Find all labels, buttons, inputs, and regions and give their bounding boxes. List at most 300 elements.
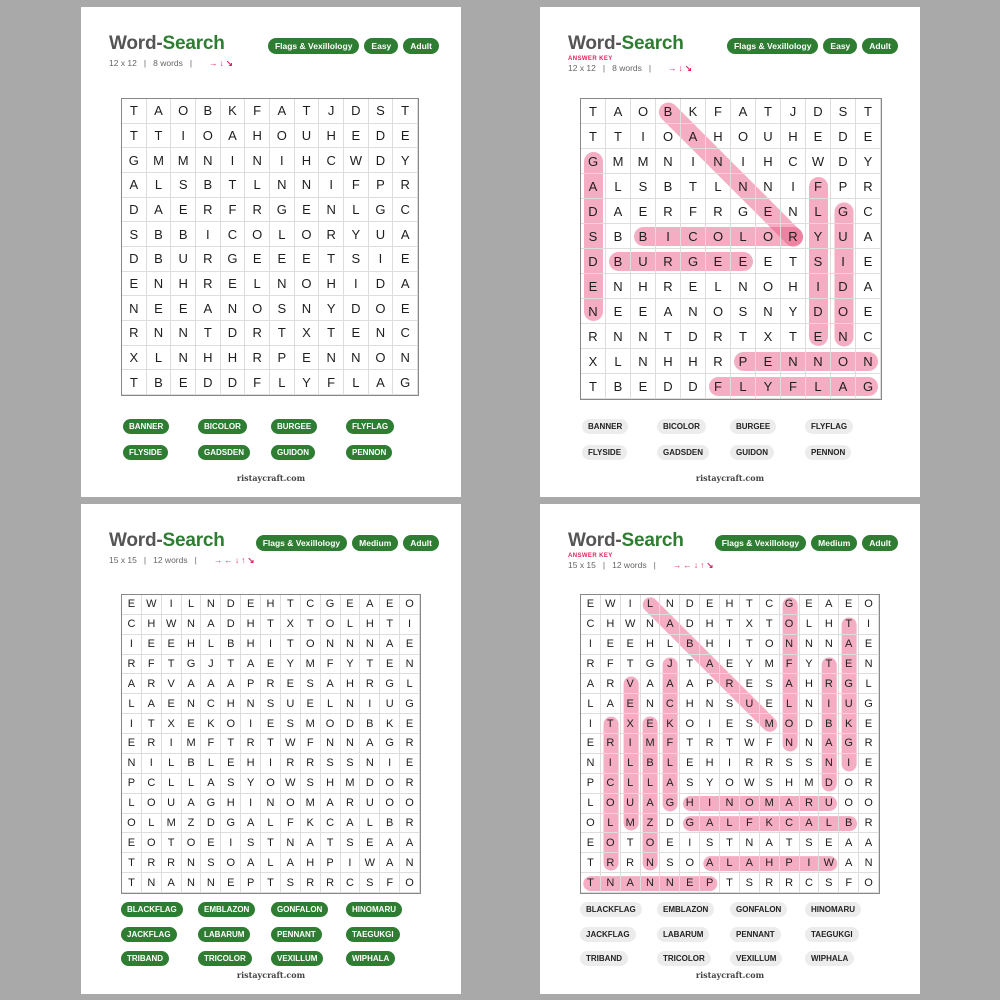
grid-cell[interactable]: E	[839, 655, 859, 675]
grid-cell[interactable]: R	[819, 674, 839, 694]
grid-cell[interactable]: I	[681, 149, 706, 174]
grid-cell[interactable]: H	[295, 148, 320, 173]
grid-cell[interactable]: A	[839, 853, 859, 873]
grid-cell[interactable]: A	[301, 833, 321, 853]
grid-cell[interactable]: A	[856, 274, 881, 299]
grid-cell[interactable]: E	[171, 370, 196, 395]
grid-cell[interactable]: G	[221, 814, 241, 834]
grid-cell[interactable]: N	[700, 694, 720, 714]
grid-cell[interactable]: U	[831, 224, 856, 249]
grid-cell[interactable]: B	[656, 99, 681, 124]
grid-cell[interactable]: A	[660, 615, 680, 635]
grid-cell[interactable]: E	[680, 873, 700, 893]
grid-cell[interactable]: U	[162, 794, 182, 814]
grid-cell[interactable]: R	[800, 794, 820, 814]
grid-cell[interactable]: O	[400, 595, 420, 615]
grid-cell[interactable]: C	[660, 694, 680, 714]
grid-cell[interactable]: D	[680, 615, 700, 635]
grid-cell[interactable]: F	[780, 655, 800, 675]
grid-cell[interactable]: T	[781, 249, 806, 274]
grid-cell[interactable]: N	[706, 149, 731, 174]
grid-cell[interactable]: E	[341, 595, 361, 615]
grid-cell[interactable]: A	[581, 674, 601, 694]
grid-cell[interactable]: Y	[756, 374, 781, 399]
grid-cell[interactable]: N	[641, 694, 661, 714]
grid-cell[interactable]: G	[839, 674, 859, 694]
grid-cell[interactable]: E	[856, 249, 881, 274]
grid-cell[interactable]: T	[680, 734, 700, 754]
grid-cell[interactable]: C	[221, 222, 246, 247]
grid-cell[interactable]: G	[380, 734, 400, 754]
grid-cell[interactable]: P	[700, 674, 720, 694]
grid-cell[interactable]: C	[856, 324, 881, 349]
grid-cell[interactable]: E	[700, 595, 720, 615]
grid-cell[interactable]: N	[171, 346, 196, 371]
grid-cell[interactable]: S	[341, 754, 361, 774]
grid-cell[interactable]: T	[261, 873, 281, 893]
grid-cell[interactable]: R	[122, 321, 147, 346]
grid-cell[interactable]: R	[321, 873, 341, 893]
grid-cell[interactable]: G	[839, 734, 859, 754]
grid-cell[interactable]: N	[295, 173, 320, 198]
grid-cell[interactable]: C	[760, 595, 780, 615]
grid-cell[interactable]: G	[400, 694, 420, 714]
grid-cell[interactable]: B	[221, 635, 241, 655]
grid-cell[interactable]: T	[321, 833, 341, 853]
grid-cell[interactable]: T	[122, 99, 147, 124]
grid-cell[interactable]: W	[740, 774, 760, 794]
grid-cell[interactable]: O	[859, 873, 879, 893]
grid-cell[interactable]: E	[201, 833, 221, 853]
grid-cell[interactable]: N	[641, 853, 661, 873]
grid-cell[interactable]: I	[171, 124, 196, 149]
grid-cell[interactable]: S	[241, 833, 261, 853]
grid-cell[interactable]: T	[856, 99, 881, 124]
grid-cell[interactable]: R	[400, 734, 420, 754]
grid-cell[interactable]: I	[631, 124, 656, 149]
grid-cell[interactable]: A	[393, 272, 418, 297]
grid-cell[interactable]: H	[800, 674, 820, 694]
grid-cell[interactable]: T	[720, 873, 740, 893]
grid-cell[interactable]: A	[400, 833, 420, 853]
grid-cell[interactable]: W	[281, 734, 301, 754]
grid-cell[interactable]: T	[122, 370, 147, 395]
grid-cell[interactable]: C	[681, 224, 706, 249]
grid-cell[interactable]: Y	[740, 655, 760, 675]
grid-cell[interactable]: L	[806, 199, 831, 224]
grid-cell[interactable]: U	[740, 694, 760, 714]
grid-cell[interactable]: E	[122, 272, 147, 297]
grid-cell[interactable]: L	[660, 754, 680, 774]
grid-cell[interactable]: U	[631, 249, 656, 274]
grid-cell[interactable]: W	[806, 149, 831, 174]
grid-cell[interactable]: A	[321, 674, 341, 694]
grid-cell[interactable]: R	[122, 655, 142, 675]
grid-cell[interactable]: S	[760, 774, 780, 794]
grid-cell[interactable]: O	[706, 299, 731, 324]
grid-cell[interactable]: E	[800, 595, 820, 615]
grid-cell[interactable]: E	[756, 199, 781, 224]
grid-cell[interactable]: E	[393, 124, 418, 149]
grid-cell[interactable]: U	[360, 794, 380, 814]
grid-cell[interactable]: B	[147, 370, 172, 395]
grid-cell[interactable]: B	[819, 714, 839, 734]
grid-cell[interactable]: N	[660, 873, 680, 893]
grid-cell[interactable]: L	[780, 694, 800, 714]
grid-cell[interactable]: P	[241, 873, 261, 893]
grid-cell[interactable]: D	[831, 149, 856, 174]
grid-cell[interactable]: E	[581, 734, 601, 754]
grid-cell[interactable]: T	[581, 99, 606, 124]
grid-cell[interactable]: N	[800, 734, 820, 754]
grid-cell[interactable]: S	[369, 99, 394, 124]
grid-cell[interactable]: T	[740, 595, 760, 615]
grid-cell[interactable]: E	[756, 249, 781, 274]
grid-cell[interactable]: T	[261, 615, 281, 635]
grid-cell[interactable]: X	[162, 714, 182, 734]
grid-cell[interactable]: I	[261, 754, 281, 774]
grid-cell[interactable]: L	[859, 674, 879, 694]
grid-cell[interactable]: P	[581, 774, 601, 794]
grid-cell[interactable]: D	[369, 272, 394, 297]
grid-cell[interactable]: H	[631, 274, 656, 299]
grid-cell[interactable]: T	[621, 833, 641, 853]
grid-cell[interactable]: B	[680, 635, 700, 655]
grid-cell[interactable]: A	[731, 99, 756, 124]
grid-cell[interactable]: C	[393, 321, 418, 346]
grid-cell[interactable]: R	[581, 655, 601, 675]
grid-cell[interactable]: U	[839, 694, 859, 714]
grid-cell[interactable]: R	[245, 321, 270, 346]
grid-cell[interactable]: T	[122, 873, 142, 893]
grid-cell[interactable]: A	[740, 853, 760, 873]
grid-cell[interactable]: N	[756, 299, 781, 324]
grid-cell[interactable]: T	[740, 635, 760, 655]
grid-cell[interactable]: H	[706, 124, 731, 149]
grid-cell[interactable]: N	[631, 349, 656, 374]
grid-cell[interactable]: U	[281, 694, 301, 714]
grid-cell[interactable]: N	[631, 324, 656, 349]
grid-cell[interactable]: S	[831, 99, 856, 124]
grid-cell[interactable]: D	[806, 99, 831, 124]
grid-cell[interactable]: E	[295, 346, 320, 371]
grid-cell[interactable]: E	[859, 754, 879, 774]
grid-cell[interactable]: M	[341, 774, 361, 794]
grid-cell[interactable]: T	[122, 124, 147, 149]
grid-cell[interactable]: E	[720, 655, 740, 675]
grid-cell[interactable]: A	[601, 694, 621, 714]
grid-cell[interactable]: A	[281, 853, 301, 873]
grid-cell[interactable]: H	[720, 595, 740, 615]
grid-cell[interactable]: E	[393, 247, 418, 272]
grid-cell[interactable]: Y	[281, 655, 301, 675]
grid-cell[interactable]: I	[800, 853, 820, 873]
grid-cell[interactable]: W	[601, 595, 621, 615]
grid-cell[interactable]: F	[281, 814, 301, 834]
grid-cell[interactable]: O	[601, 794, 621, 814]
grid-cell[interactable]: N	[321, 734, 341, 754]
grid-cell[interactable]: A	[182, 794, 202, 814]
grid-cell[interactable]: A	[831, 374, 856, 399]
grid-cell[interactable]: I	[781, 174, 806, 199]
grid-cell[interactable]: N	[581, 299, 606, 324]
grid-cell[interactable]: D	[681, 374, 706, 399]
grid-cell[interactable]: I	[839, 754, 859, 774]
grid-cell[interactable]: L	[182, 774, 202, 794]
grid-cell[interactable]: M	[631, 149, 656, 174]
grid-cell[interactable]: N	[859, 853, 879, 873]
grid-cell[interactable]: L	[360, 814, 380, 834]
grid-cell[interactable]: C	[142, 774, 162, 794]
grid-cell[interactable]: O	[831, 299, 856, 324]
grid-cell[interactable]: F	[781, 374, 806, 399]
grid-cell[interactable]: N	[245, 148, 270, 173]
grid-cell[interactable]: L	[641, 774, 661, 794]
grid-cell[interactable]: R	[780, 873, 800, 893]
grid-cell[interactable]: R	[196, 247, 221, 272]
grid-cell[interactable]: O	[142, 833, 162, 853]
grid-cell[interactable]: U	[621, 794, 641, 814]
grid-cell[interactable]: E	[261, 655, 281, 675]
grid-cell[interactable]: H	[781, 274, 806, 299]
grid-cell[interactable]: R	[706, 349, 731, 374]
grid-cell[interactable]: O	[780, 615, 800, 635]
grid-cell[interactable]: G	[660, 794, 680, 814]
grid-cell[interactable]: O	[740, 794, 760, 814]
grid-cell[interactable]: L	[201, 635, 221, 655]
grid-cell[interactable]: E	[122, 734, 142, 754]
grid-cell[interactable]: A	[800, 814, 820, 834]
grid-cell[interactable]: I	[122, 635, 142, 655]
grid-cell[interactable]: N	[780, 734, 800, 754]
grid-cell[interactable]: L	[122, 694, 142, 714]
grid-cell[interactable]: I	[369, 247, 394, 272]
grid-cell[interactable]: M	[301, 714, 321, 734]
grid-cell[interactable]: N	[400, 655, 420, 675]
grid-cell[interactable]: T	[581, 124, 606, 149]
grid-cell[interactable]: E	[270, 247, 295, 272]
grid-cell[interactable]: A	[201, 615, 221, 635]
grid-cell[interactable]: R	[400, 814, 420, 834]
grid-cell[interactable]: E	[581, 274, 606, 299]
grid-cell[interactable]: A	[859, 833, 879, 853]
grid-cell[interactable]: A	[182, 674, 202, 694]
grid-cell[interactable]: S	[122, 222, 147, 247]
grid-cell[interactable]: I	[360, 694, 380, 714]
grid-cell[interactable]: L	[606, 174, 631, 199]
grid-cell[interactable]: N	[319, 346, 344, 371]
grid-cell[interactable]: H	[319, 272, 344, 297]
grid-cell[interactable]: R	[301, 754, 321, 774]
grid-cell[interactable]: P	[731, 349, 756, 374]
grid-cell[interactable]: I	[221, 148, 246, 173]
grid-cell[interactable]: Y	[341, 655, 361, 675]
grid-cell[interactable]: R	[241, 734, 261, 754]
grid-cell[interactable]: I	[656, 224, 681, 249]
grid-cell[interactable]: E	[241, 595, 261, 615]
grid-cell[interactable]: R	[760, 873, 780, 893]
grid-cell[interactable]: S	[740, 873, 760, 893]
grid-cell[interactable]: T	[122, 853, 142, 873]
grid-cell[interactable]: A	[581, 174, 606, 199]
grid-cell[interactable]: S	[301, 674, 321, 694]
grid-cell[interactable]: F	[221, 198, 246, 223]
grid-cell[interactable]: L	[581, 694, 601, 714]
grid-cell[interactable]: S	[270, 296, 295, 321]
grid-cell[interactable]: O	[756, 224, 781, 249]
grid-cell[interactable]: O	[601, 833, 621, 853]
grid-cell[interactable]: A	[660, 674, 680, 694]
grid-cell[interactable]: T	[319, 321, 344, 346]
grid-cell[interactable]: E	[182, 714, 202, 734]
grid-cell[interactable]: E	[731, 249, 756, 274]
grid-cell[interactable]: O	[380, 794, 400, 814]
grid-cell[interactable]: N	[606, 274, 631, 299]
grid-cell[interactable]: L	[606, 349, 631, 374]
grid-cell[interactable]: N	[182, 615, 202, 635]
grid-cell[interactable]: N	[581, 754, 601, 774]
grid-cell[interactable]: H	[221, 346, 246, 371]
grid-cell[interactable]: H	[241, 635, 261, 655]
grid-cell[interactable]: O	[839, 774, 859, 794]
grid-cell[interactable]: F	[344, 173, 369, 198]
grid-cell[interactable]: J	[660, 655, 680, 675]
grid-cell[interactable]: N	[221, 296, 246, 321]
grid-cell[interactable]: M	[621, 814, 641, 834]
grid-cell[interactable]: M	[301, 794, 321, 814]
grid-cell[interactable]: I	[196, 222, 221, 247]
grid-cell[interactable]: G	[731, 199, 756, 224]
grid-cell[interactable]: T	[221, 734, 241, 754]
grid-cell[interactable]: S	[700, 833, 720, 853]
grid-cell[interactable]: N	[201, 873, 221, 893]
grid-cell[interactable]: R	[856, 174, 881, 199]
grid-cell[interactable]: C	[393, 198, 418, 223]
grid-cell[interactable]: M	[641, 734, 661, 754]
grid-cell[interactable]: E	[344, 321, 369, 346]
grid-cell[interactable]: D	[681, 324, 706, 349]
grid-cell[interactable]: N	[241, 694, 261, 714]
grid-cell[interactable]: R	[740, 754, 760, 774]
grid-cell[interactable]: S	[321, 754, 341, 774]
grid-cell[interactable]: R	[601, 674, 621, 694]
grid-cell[interactable]: L	[731, 374, 756, 399]
grid-cell[interactable]: H	[681, 349, 706, 374]
grid-cell[interactable]: H	[700, 615, 720, 635]
grid-cell[interactable]: E	[122, 833, 142, 853]
grid-cell[interactable]: N	[122, 296, 147, 321]
grid-cell[interactable]: C	[601, 774, 621, 794]
grid-cell[interactable]: E	[400, 754, 420, 774]
grid-cell[interactable]: D	[196, 370, 221, 395]
grid-cell[interactable]: S	[800, 833, 820, 853]
grid-cell[interactable]: N	[344, 346, 369, 371]
grid-cell[interactable]: N	[147, 321, 172, 346]
grid-cell[interactable]: E	[162, 694, 182, 714]
grid-cell[interactable]: N	[369, 321, 394, 346]
grid-cell[interactable]: A	[641, 674, 661, 694]
grid-cell[interactable]: W	[142, 595, 162, 615]
grid-cell[interactable]: I	[162, 734, 182, 754]
grid-cell[interactable]: O	[295, 222, 320, 247]
grid-cell[interactable]: N	[641, 615, 661, 635]
grid-cell[interactable]: W	[162, 615, 182, 635]
grid-cell[interactable]: L	[706, 274, 731, 299]
grid-cell[interactable]: L	[731, 224, 756, 249]
grid-cell[interactable]: M	[171, 148, 196, 173]
grid-cell[interactable]: F	[660, 734, 680, 754]
grid-cell[interactable]: O	[839, 794, 859, 814]
grid-cell[interactable]: N	[393, 346, 418, 371]
grid-cell[interactable]: C	[122, 615, 142, 635]
grid-cell[interactable]: E	[856, 124, 881, 149]
grid-cell[interactable]: O	[720, 774, 740, 794]
grid-cell[interactable]: F	[142, 655, 162, 675]
grid-cell[interactable]: N	[321, 635, 341, 655]
grid-cell[interactable]: N	[182, 694, 202, 714]
grid-cell[interactable]: L	[147, 346, 172, 371]
grid-cell[interactable]: A	[780, 794, 800, 814]
grid-cell[interactable]: X	[756, 324, 781, 349]
grid-cell[interactable]: D	[341, 714, 361, 734]
grid-cell[interactable]: D	[221, 595, 241, 615]
grid-cell[interactable]: O	[756, 274, 781, 299]
grid-cell[interactable]: R	[859, 814, 879, 834]
grid-cell[interactable]: H	[142, 615, 162, 635]
grid-cell[interactable]: T	[621, 655, 641, 675]
grid-cell[interactable]: G	[681, 249, 706, 274]
grid-cell[interactable]: T	[261, 833, 281, 853]
grid-cell[interactable]: K	[681, 99, 706, 124]
grid-cell[interactable]: O	[270, 124, 295, 149]
grid-cell[interactable]: N	[182, 853, 202, 873]
grid-cell[interactable]: H	[241, 754, 261, 774]
grid-cell[interactable]: S	[780, 754, 800, 774]
grid-cell[interactable]: N	[147, 272, 172, 297]
grid-cell[interactable]: L	[261, 814, 281, 834]
grid-cell[interactable]: T	[781, 324, 806, 349]
grid-cell[interactable]: A	[839, 833, 859, 853]
grid-cell[interactable]: F	[245, 99, 270, 124]
grid-cell[interactable]: L	[321, 694, 341, 714]
grid-cell[interactable]: N	[800, 635, 820, 655]
grid-cell[interactable]: N	[201, 595, 221, 615]
grid-cell[interactable]: D	[680, 595, 700, 615]
grid-cell[interactable]: E	[581, 833, 601, 853]
grid-cell[interactable]: H	[756, 149, 781, 174]
grid-cell[interactable]: D	[369, 124, 394, 149]
grid-cell[interactable]: Y	[856, 149, 881, 174]
grid-cell[interactable]: N	[281, 833, 301, 853]
grid-cell[interactable]: H	[680, 694, 700, 714]
grid-cell[interactable]: N	[756, 174, 781, 199]
grid-cell[interactable]: R	[196, 198, 221, 223]
grid-cell[interactable]: N	[270, 173, 295, 198]
grid-cell[interactable]: E	[261, 714, 281, 734]
grid-cell[interactable]: D	[221, 615, 241, 635]
grid-cell[interactable]: I	[700, 714, 720, 734]
grid-cell[interactable]: A	[196, 296, 221, 321]
grid-cell[interactable]: A	[819, 595, 839, 615]
grid-cell[interactable]: B	[147, 222, 172, 247]
grid-cell[interactable]: Y	[319, 296, 344, 321]
grid-cell[interactable]: C	[319, 148, 344, 173]
grid-cell[interactable]: O	[760, 635, 780, 655]
grid-cell[interactable]: H	[301, 853, 321, 873]
grid-cell[interactable]: B	[182, 754, 202, 774]
grid-cell[interactable]: D	[369, 148, 394, 173]
grid-cell[interactable]: I	[581, 714, 601, 734]
